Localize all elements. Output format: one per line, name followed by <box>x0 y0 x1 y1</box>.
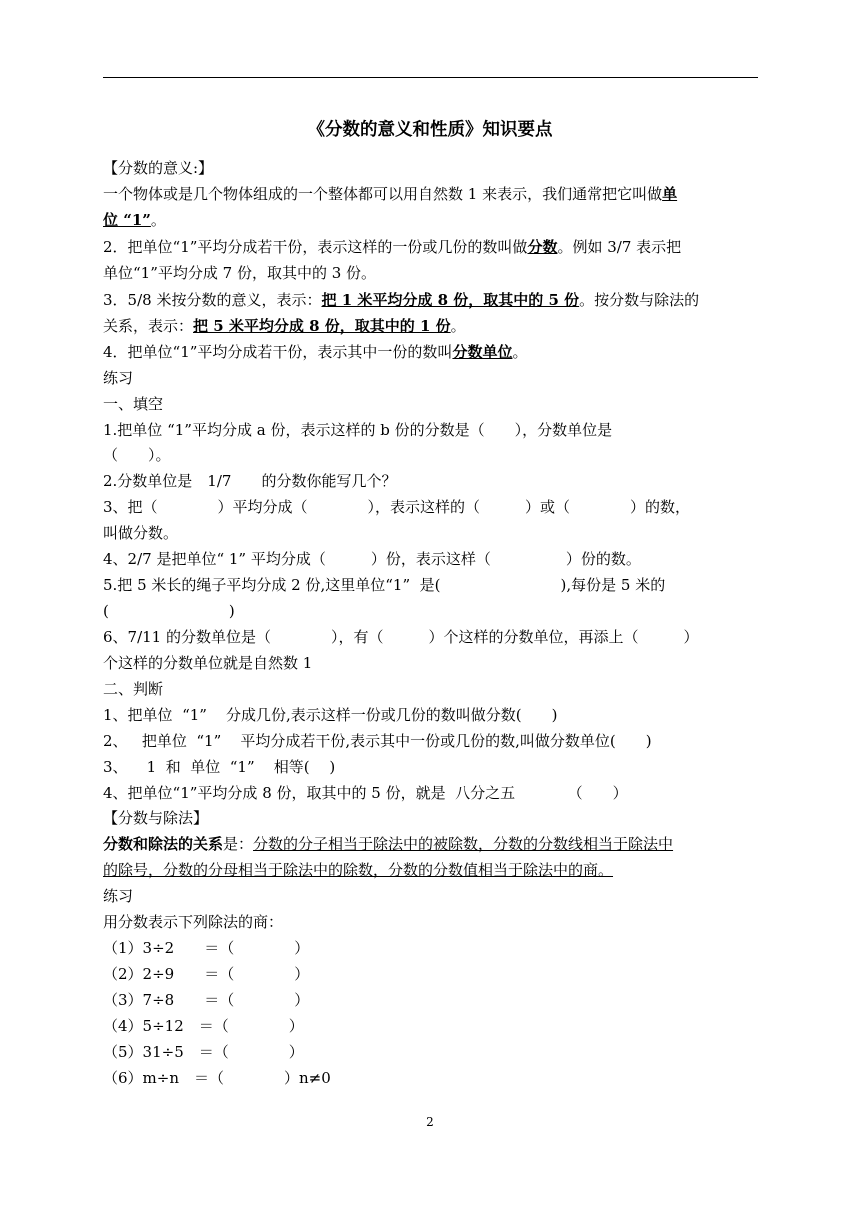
paragraph-2-line-2: 单位“1”平均分成 7 份，取其中的 3 份。 <box>103 264 377 282</box>
page-title: 《分数的意义和性质》知识要点 <box>307 120 553 140</box>
text: 。按分数与除法的 <box>579 291 700 309</box>
text: 是： <box>223 835 254 853</box>
fill-item-5-line-2: ( ) <box>103 602 235 620</box>
paragraph-1-line-1 <box>103 184 677 204</box>
judge-item-3: 3、 1 和 单位 “1” 相等( ) <box>103 758 336 776</box>
paragraph-3-line-1 <box>103 290 699 310</box>
relation-line-2 <box>103 860 613 880</box>
text: 。 <box>450 317 466 335</box>
text: 。 <box>150 211 166 229</box>
text: 3．5/8 米按分数的意义，表示： <box>103 291 322 309</box>
text: 。 <box>512 343 528 361</box>
bold-term: 位 “1” <box>103 211 151 229</box>
relation-line-1 <box>103 834 673 854</box>
bold-term: 把 5 米平均分成 8 份，取其中的 1 份 <box>193 317 451 335</box>
page-number: 2 <box>426 1115 434 1129</box>
paragraph-4 <box>103 342 527 362</box>
text: 。例如 3/7 表示把 <box>557 238 682 256</box>
text: 关系，表示： <box>103 317 194 335</box>
paragraph-2-line-1 <box>103 237 681 257</box>
division-item-4: （4）5÷12 ＝（ ） <box>103 1017 304 1035</box>
fill-blank-heading: 一、填空 <box>103 395 164 413</box>
fill-item-1-line-2: （ ）。 <box>103 446 171 464</box>
bold-term: 把 1 米平均分成 8 份，取其中的 5 份 <box>321 291 580 309</box>
bold-term: 分数 <box>527 238 558 256</box>
paragraph-3-line-2 <box>103 316 466 336</box>
division-item-3: （3）7÷8 ＝（ ） <box>103 991 310 1009</box>
underlined-text: 分数的分子相当于除法中的被除数，分数的分数线相当于除法中 <box>253 835 674 853</box>
division-item-1: （1）3÷2 ＝（ ） <box>103 939 310 957</box>
fill-item-5-line-1: 5.把 5 米长的绳子平均分成 2 份,这里单位“1” 是( ),每份是 5 米的 <box>103 576 666 594</box>
fill-item-6-line-1: 6、7/11 的分数单位是（ ），有（ ）个这样的分数单位，再添上（ ） <box>103 628 699 646</box>
text: 2．把单位“1”平均分成若干份，表示这样的一份或几份的数叫做 <box>103 238 528 256</box>
practice-label-2: 练习 <box>103 887 134 905</box>
bold-term: 单 <box>662 185 678 203</box>
paragraph-1-line-2 <box>103 210 166 230</box>
fill-item-6-line-2: 个这样的分数单位就是自然数 1 <box>103 654 313 672</box>
practice-label: 练习 <box>103 369 134 387</box>
judge-item-1: 1、把单位 “1” 分成几份,表示这样一份或几份的数叫做分数( ) <box>103 706 558 724</box>
division-item-5: （5）31÷5 ＝（ ） <box>103 1043 304 1061</box>
division-item-2: （2）2÷9 ＝（ ） <box>103 965 310 983</box>
bold-term: 分数单位 <box>452 343 513 361</box>
fill-item-1-line-1: 1.把单位 “1”平均分成 a 份，表示这样的 b 份的分数是（ ），分数单位是 <box>103 421 613 439</box>
section-heading-meaning: 【分数的意义:】 <box>103 159 214 177</box>
fill-item-3-line-2: 叫做分数。 <box>103 524 179 542</box>
fill-item-4: 4、2/7 是把单位“ 1” 平均分成（ ）份，表示这样（ ）份的数。 <box>103 550 641 568</box>
text: 4．把单位“1”平均分成若干份，表示其中一份的数叫 <box>103 343 453 361</box>
underlined-text: 的除号，分数的分母相当于除法中的除数，分数的分数值相当于除法中的商。 <box>103 861 614 879</box>
judge-item-4: 4、把单位“1”平均分成 8 份，取其中的 5 份，就是 八分之五 （ ） <box>103 784 628 802</box>
section-heading-division: 【分数与除法】 <box>103 809 209 827</box>
fill-item-3-line-1: 3、把（ ）平均分成（ ），表示这样的（ ）或（ ）的数， <box>103 498 691 516</box>
bold-term: 分数和除法的关系 <box>103 835 224 853</box>
judge-item-2: 2、 把单位 “1” 平均分成若干份,表示其中一份或几份的数,叫做分数单位( ) <box>103 732 652 750</box>
header-rule <box>103 77 758 78</box>
text: 一个物体或是几个物体组成的一个整体都可以用自然数 1 来表示，我们通常把它叫做 <box>103 185 663 203</box>
fill-item-2: 2.分数单位是 1/7 的分数你能写几个？ <box>103 472 397 490</box>
instruction: 用分数表示下列除法的商： <box>103 913 284 931</box>
division-item-6: （6）m÷n ＝（ ）n≠0 <box>103 1069 331 1087</box>
judge-heading: 二、判断 <box>103 680 164 698</box>
